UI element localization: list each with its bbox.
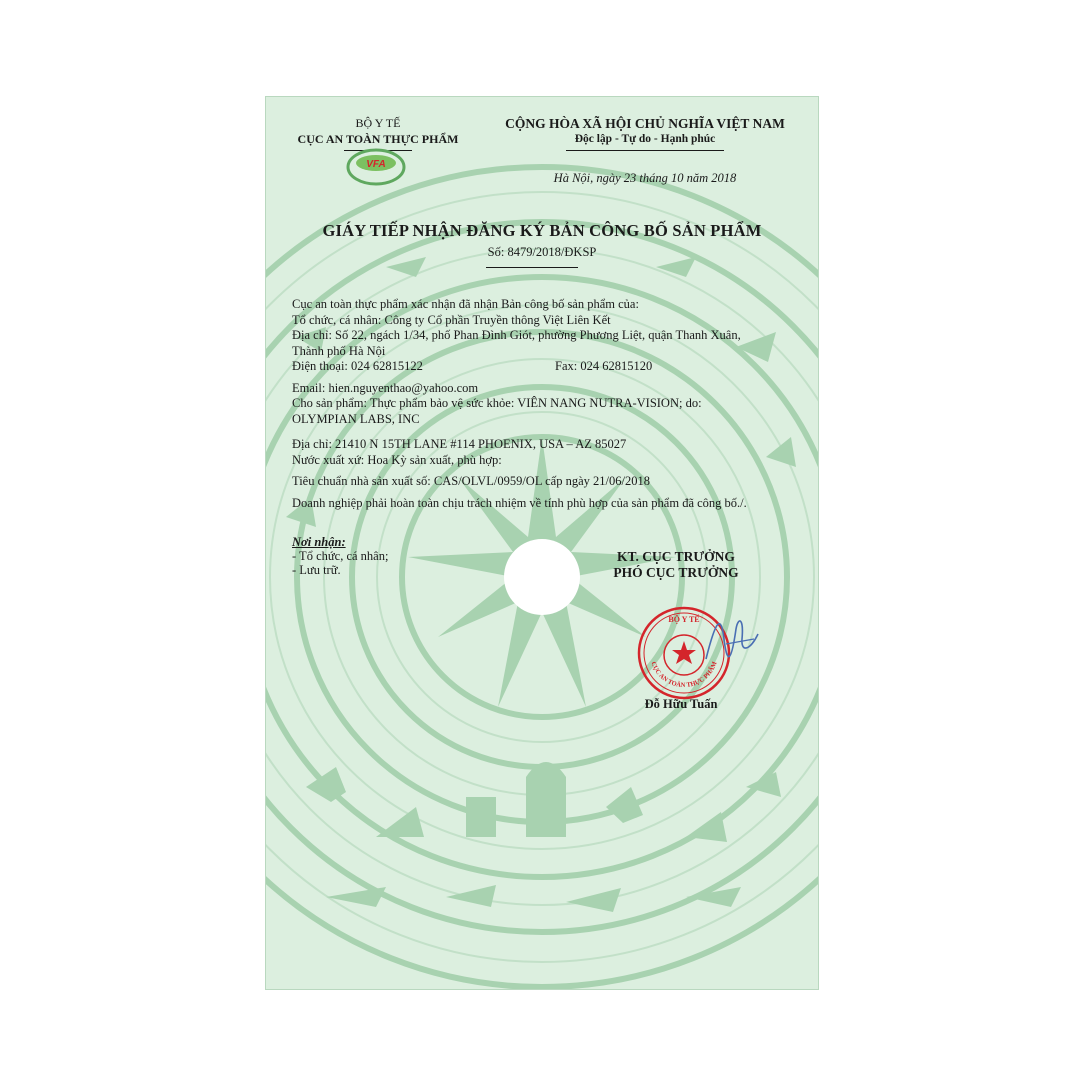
handwritten-signature-icon (696, 609, 766, 669)
phone-line: Điện thoại: 024 62815122 (292, 359, 423, 373)
number-underline (486, 267, 578, 268)
document-body (292, 297, 812, 511)
country-name: CỘNG HÒA XÃ HỘI CHỦ NGHĨA VIỆT NAM (505, 116, 785, 131)
manufacturer-address: Địa chỉ: 21410 N 15TH LANE #114 PHOENIX, USA – AZ 85027 (292, 437, 627, 451)
signature-title-block (566, 549, 786, 581)
standard-line: Tiêu chuẩn nhà sản xuất số: CAS/OLVL/0959/OL cấp ngày 21/06/2018 (292, 474, 650, 488)
address-line-1: Địa chỉ: Số 22, ngách 1/34, phố Phan Đình Giót, phường Phương Liệt, quận Thanh Xuân, (292, 328, 741, 342)
responsibility-line: Doanh nghiệp phải hoàn toàn chịu trách nhiệm về tính phù hợp của sản phẩm đã công bố./. (292, 495, 747, 510)
ministry-name: BỘ Y TẾ (355, 116, 401, 130)
recipient-item: - Lưu trữ. (292, 563, 341, 577)
motto-underline (566, 150, 724, 151)
certificate-document (265, 96, 819, 990)
product-line-1: Cho sản phẩm: Thực phẩm bảo vệ sức khỏe: VIÊN NANG NUTRA-VISION; do: (292, 396, 702, 410)
seal-ring-text: CỤC AN TOÀN THỰC PHẨM (649, 660, 719, 690)
logo-text: VFA (366, 159, 386, 170)
vfa-logo-icon (346, 147, 406, 187)
agency-header (280, 115, 476, 147)
recipient-item: - Tổ chức, cá nhân; (292, 549, 389, 563)
intro-line: Cục an toàn thực phẩm xác nhận đã nhận Bản công bố sản phẩm của: (292, 297, 639, 311)
document-title: GIÁY TIẾP NHẬN ĐĂNG KÝ BẢN CÔNG BỐ SẢN PHẨM (322, 221, 762, 240)
recipients-heading: Nơi nhận: (292, 535, 346, 549)
product-line-2: OLYMPIAN LABS, INC (292, 411, 420, 426)
contact-row (292, 359, 812, 375)
origin-line: Nước xuất xứ: Hoa Kỳ sản xuất, phù hợp: (292, 452, 502, 467)
agency-name: CỤC AN TOÀN THỰC PHẨM (297, 132, 459, 146)
organization-line: Tổ chức, cá nhân: Công ty Cổ phần Truyền thông Việt Liên Kết (292, 312, 611, 327)
document-number: Số: 8479/2018/ĐKSP (487, 245, 597, 259)
recipients-block (292, 535, 388, 577)
seal-top-text: BỘ Y TẾ (668, 615, 700, 624)
signature-title-1: KT. CỤC TRƯỞNG (617, 549, 735, 564)
national-header (482, 115, 808, 147)
fax-line: Fax: 024 62815120 (555, 359, 653, 373)
national-motto: Độc lập - Tự do - Hạnh phúc (574, 133, 716, 145)
email-line: Email: hien.nguyenthao@yahoo.com (292, 380, 479, 395)
place-date: Hà Nội, ngày 23 tháng 10 năm 2018 (553, 171, 737, 185)
signer-name: Đỗ Hữu Tuấn (644, 697, 718, 711)
address-line-2: Thành phố Hà Nội (292, 343, 386, 358)
signature-title-2: PHÓ CỤC TRƯỞNG (613, 565, 739, 580)
